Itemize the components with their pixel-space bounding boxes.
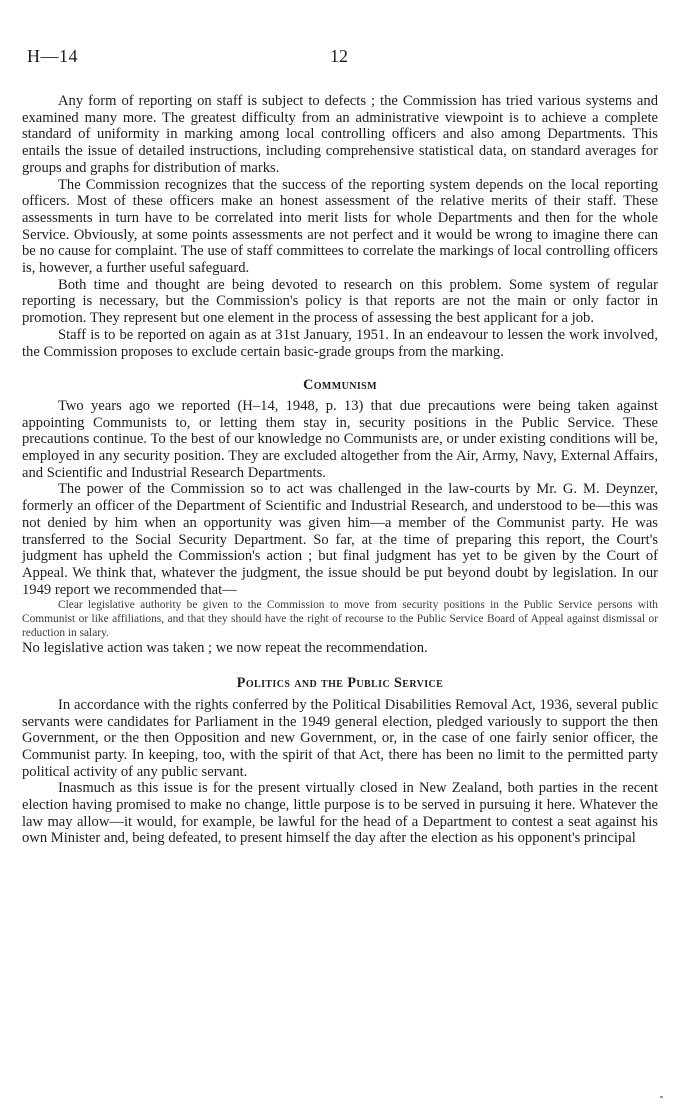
paragraph-political-candidates: In accordance with the rights conferred by the Political Disabilities Removal Act, 1936, several public servants were candidates for Parliament in the 1949 general election, pledged variously to support the then Government, or the then Opposition and new Government, or, in the case of one fairly senior officer, the Communist party. In keeping, too, with the spirit of that Act, there has been no limit to the permitted party political activity of any public servant. (22, 696, 658, 780)
section-heading-politics: Politics and the Public Service (236, 675, 444, 692)
document-code: H—14 (27, 46, 78, 66)
scan-mark (660, 1096, 663, 1098)
paragraph-staff-reporting-1951: Staff is to be reported on again as at 31st January, 1951. In an endeavour to lessen the work involved, the Commission proposes to exclude certain basic-grade groups from the marking. (22, 326, 658, 360)
body-text (22, 93, 658, 847)
section-heading-communism: Communism (303, 377, 377, 394)
paragraph-no-legislative-action: No legislative action was taken ; we now repeat the recommendation. (22, 640, 428, 657)
page-number: 12 (330, 46, 348, 66)
paragraph-issue-closed: Inasmuch as this issue is for the present virtually closed in New Zealand, both parties in the recent election having promised to make no change, little purpose is to be served in pursuing it here. Whatever the law may allow—it would, for example, be lawful for the head of a Department to contest a seat against his own Minister and, being defeated, to present himself the day after the election as his opponent's principal (22, 780, 658, 847)
paragraph-research: Both time and thought are being devoted to research on this problem. Some system of regular reporting is necessary, but the Commission's policy is that reports are not the main or only factor in promotion. They represent but one element in the process of assessing the best applicant for a job. (22, 276, 658, 327)
paragraph-court-challenge: The power of the Commission so to act was challenged in the law-courts by Mr. G. M. Deynzer, formerly an officer of the Department of Scientific and Industrial Research, and understood to be—this was not denied by him when an opportunity was given him—a member of the Communist party. He was transferred to the Social Security Department. So far, at the time of preparing this report, the Court's judgment has upheld the Commission's action ; but final judgment has yet to be given by the Court of Appeal. We think that, whatever the judgment, the issue should be put beyond doubt by legislation. In our 1949 report we recommended that— (22, 481, 658, 598)
recommendation-quote: Clear legislative authority be given to the Commission to move from security positions in the Public Service persons with Communist or like affiliations, and that they should have the right of recourse to the Public Service Board of Appeal against dismissal or reduction in salary. (22, 599, 658, 640)
paragraph-communist-precautions: Two years ago we reported (H–14, 1948, p. 13) that due precautions were being taken against appointing Communists to, or letting them stay in, security positions in the Public Service. These precautions continue. To the best of our knowledge no Communists are, or under existing conditions will be, employed in any security position. They are excluded altogether from the Air, Army, Navy, External Affairs, and Scientific and Industrial Research Departments. (22, 397, 658, 481)
paragraph-reporting-defects: Any form of reporting on staff is subject to defects ; the Commission has tried various systems and examined many more. The greatest difficulty from an administrative viewpoint is to achieve a complete standard of uniformity in marking among local controlling officers and also among Departments. This entails the issue of detailed instructions, including comprehensive statistical data, on standard averages for groups and graphs for distribution of marks. (22, 93, 658, 176)
paragraph-local-reporting-officers: The Commission recognizes that the success of the reporting system depends on the local reporting officers. Most of these officers make an honest assessment of the relative merits of their staff. These assessments in turn have to be correlated into merit lists for whole Departments and then for the whole Service. Obviously, at some points assessments are not perfect and it would be wrong to imagine there can be no cause for complaint. The use of staff committees to correlate the markings of local controlling officers is, however, a further useful safeguard. (22, 176, 658, 277)
page-header (27, 46, 667, 72)
